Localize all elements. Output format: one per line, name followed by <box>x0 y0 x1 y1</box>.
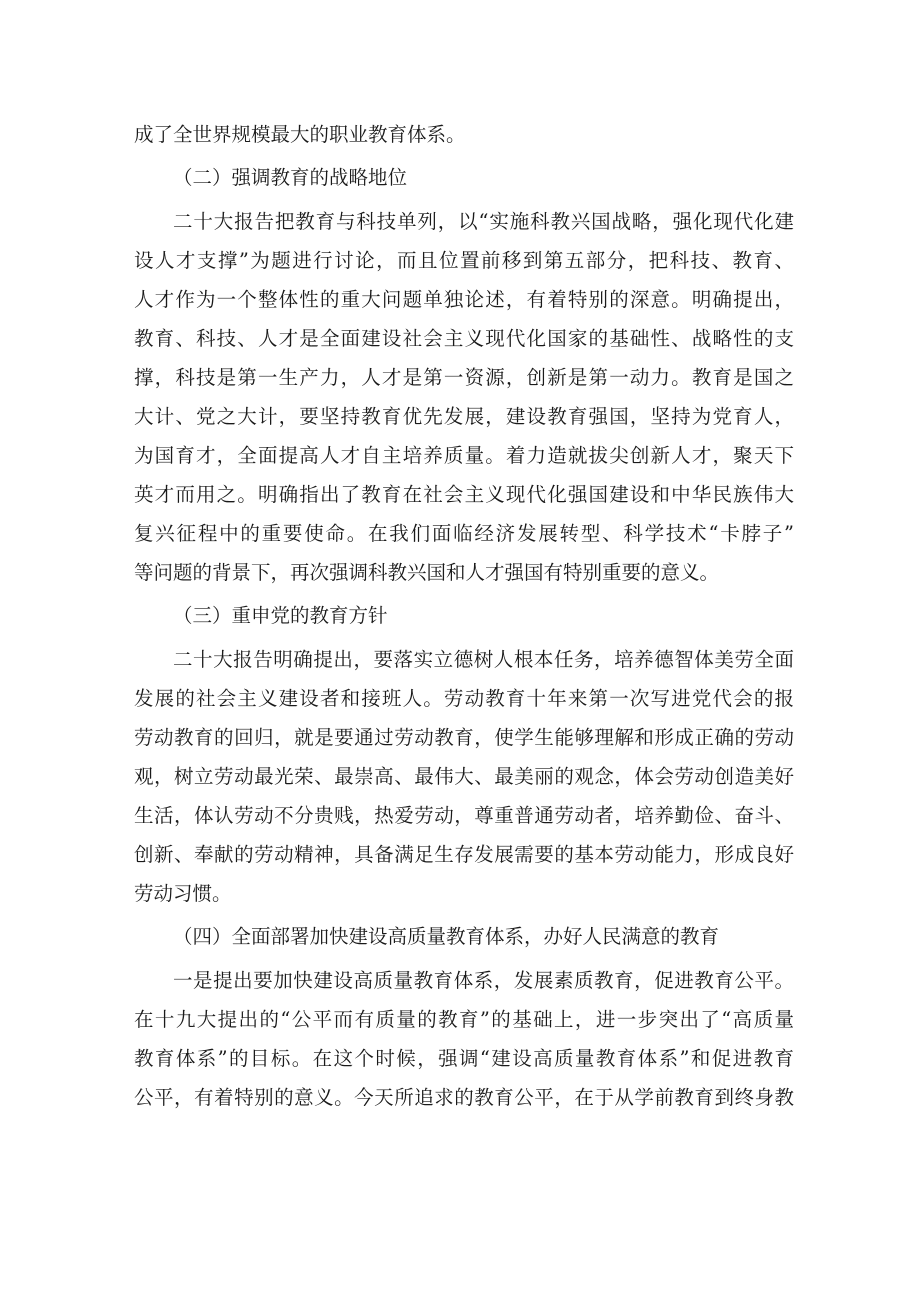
text-line: 观，树立劳动最光荣、最崇高、最伟大、最美丽的观念，体会劳动创造美好 <box>134 765 794 788</box>
text-line: 设人才支撑”为题进行讨论，而且位置前移到第五部分，把科技、教育、 <box>134 249 794 272</box>
paragraph-education-policy <box>134 640 794 913</box>
text-line: 发展的社会主义建设者和接班人。劳动教育十年来第一次写进党代会的报 <box>134 687 794 710</box>
section-heading-2: （二）强调教育的战略地位 <box>173 166 408 189</box>
text-line: 等问题的背景下，再次强调科教兴国和人才强国有特别重要的意义。 <box>134 561 720 584</box>
text-line: 二十大报告把教育与科技单列，以“实施科教兴国战略，强化现代化建 <box>173 210 794 233</box>
text-line: 在十九大提出的“公平而有质量的教育”的基础上，进一步突出了“高质量 <box>134 1008 794 1031</box>
text-line: 人才作为一个整体性的重大问题单独论述，有着特别的深意。明确提出， <box>134 288 794 311</box>
text-line: 撑，科技是第一生产力，人才是第一资源，创新是第一动力。教育是国之 <box>134 366 794 389</box>
text-line: 教育、科技、人才是全面建设社会主义现代化国家的基础性、战略性的支 <box>134 327 794 350</box>
text-line: 公平，有着特别的意义。今天所追求的教育公平，在于从学前教育到终身教 <box>134 1086 794 1109</box>
text-line: 二十大报告明确提出，要落实立德树人根本任务，培养德智体美劳全面 <box>173 648 794 671</box>
text-line: 成了全世界规模最大的职业教育体系。 <box>134 123 466 146</box>
paragraph-strategic-position <box>134 202 794 592</box>
document-body <box>134 115 794 1117</box>
text-line: 劳动习惯。 <box>134 882 232 905</box>
text-line: 创新、奉献的劳动精神，具备满足生存发展需要的基本劳动能力，形成良好 <box>134 843 794 866</box>
text-line: 教育体系”的目标。在这个时候，强调“建设高质量教育体系”和促进教育 <box>134 1047 794 1070</box>
paragraph-quality-education <box>134 961 794 1117</box>
section-heading-4: （四）全面部署加快建设高质量教育体系，办好人民满意的教育 <box>173 925 720 948</box>
text-line: 大计、党之大计，要坚持教育优先发展，建设教育强国，坚持为党育人， <box>134 405 794 428</box>
text-line: 英才而用之。明确指出了教育在社会主义现代化强国建设和中华民族伟大 <box>134 483 794 506</box>
text-line: 一是提出要加快建设高质量教育体系，发展素质教育，促进教育公平。 <box>173 969 794 992</box>
text-line: 为国育才，全面提高人才自主培养质量。着力造就拔尖创新人才，聚天下 <box>134 444 794 467</box>
paragraph-continuation <box>134 115 794 154</box>
text-line: 生活，体认劳动不分贵贱，热爱劳动，尊重普通劳动者，培养勤俭、奋斗、 <box>134 804 794 827</box>
text-line: 复兴征程中的重要使命。在我们面临经济发展转型、科学技术“卡脖子” <box>134 522 794 545</box>
section-heading-3: （三）重申党的教育方针 <box>173 604 388 627</box>
text-line: 劳动教育的回归，就是要通过劳动教育，使学生能够理解和形成正确的劳动 <box>134 726 794 749</box>
